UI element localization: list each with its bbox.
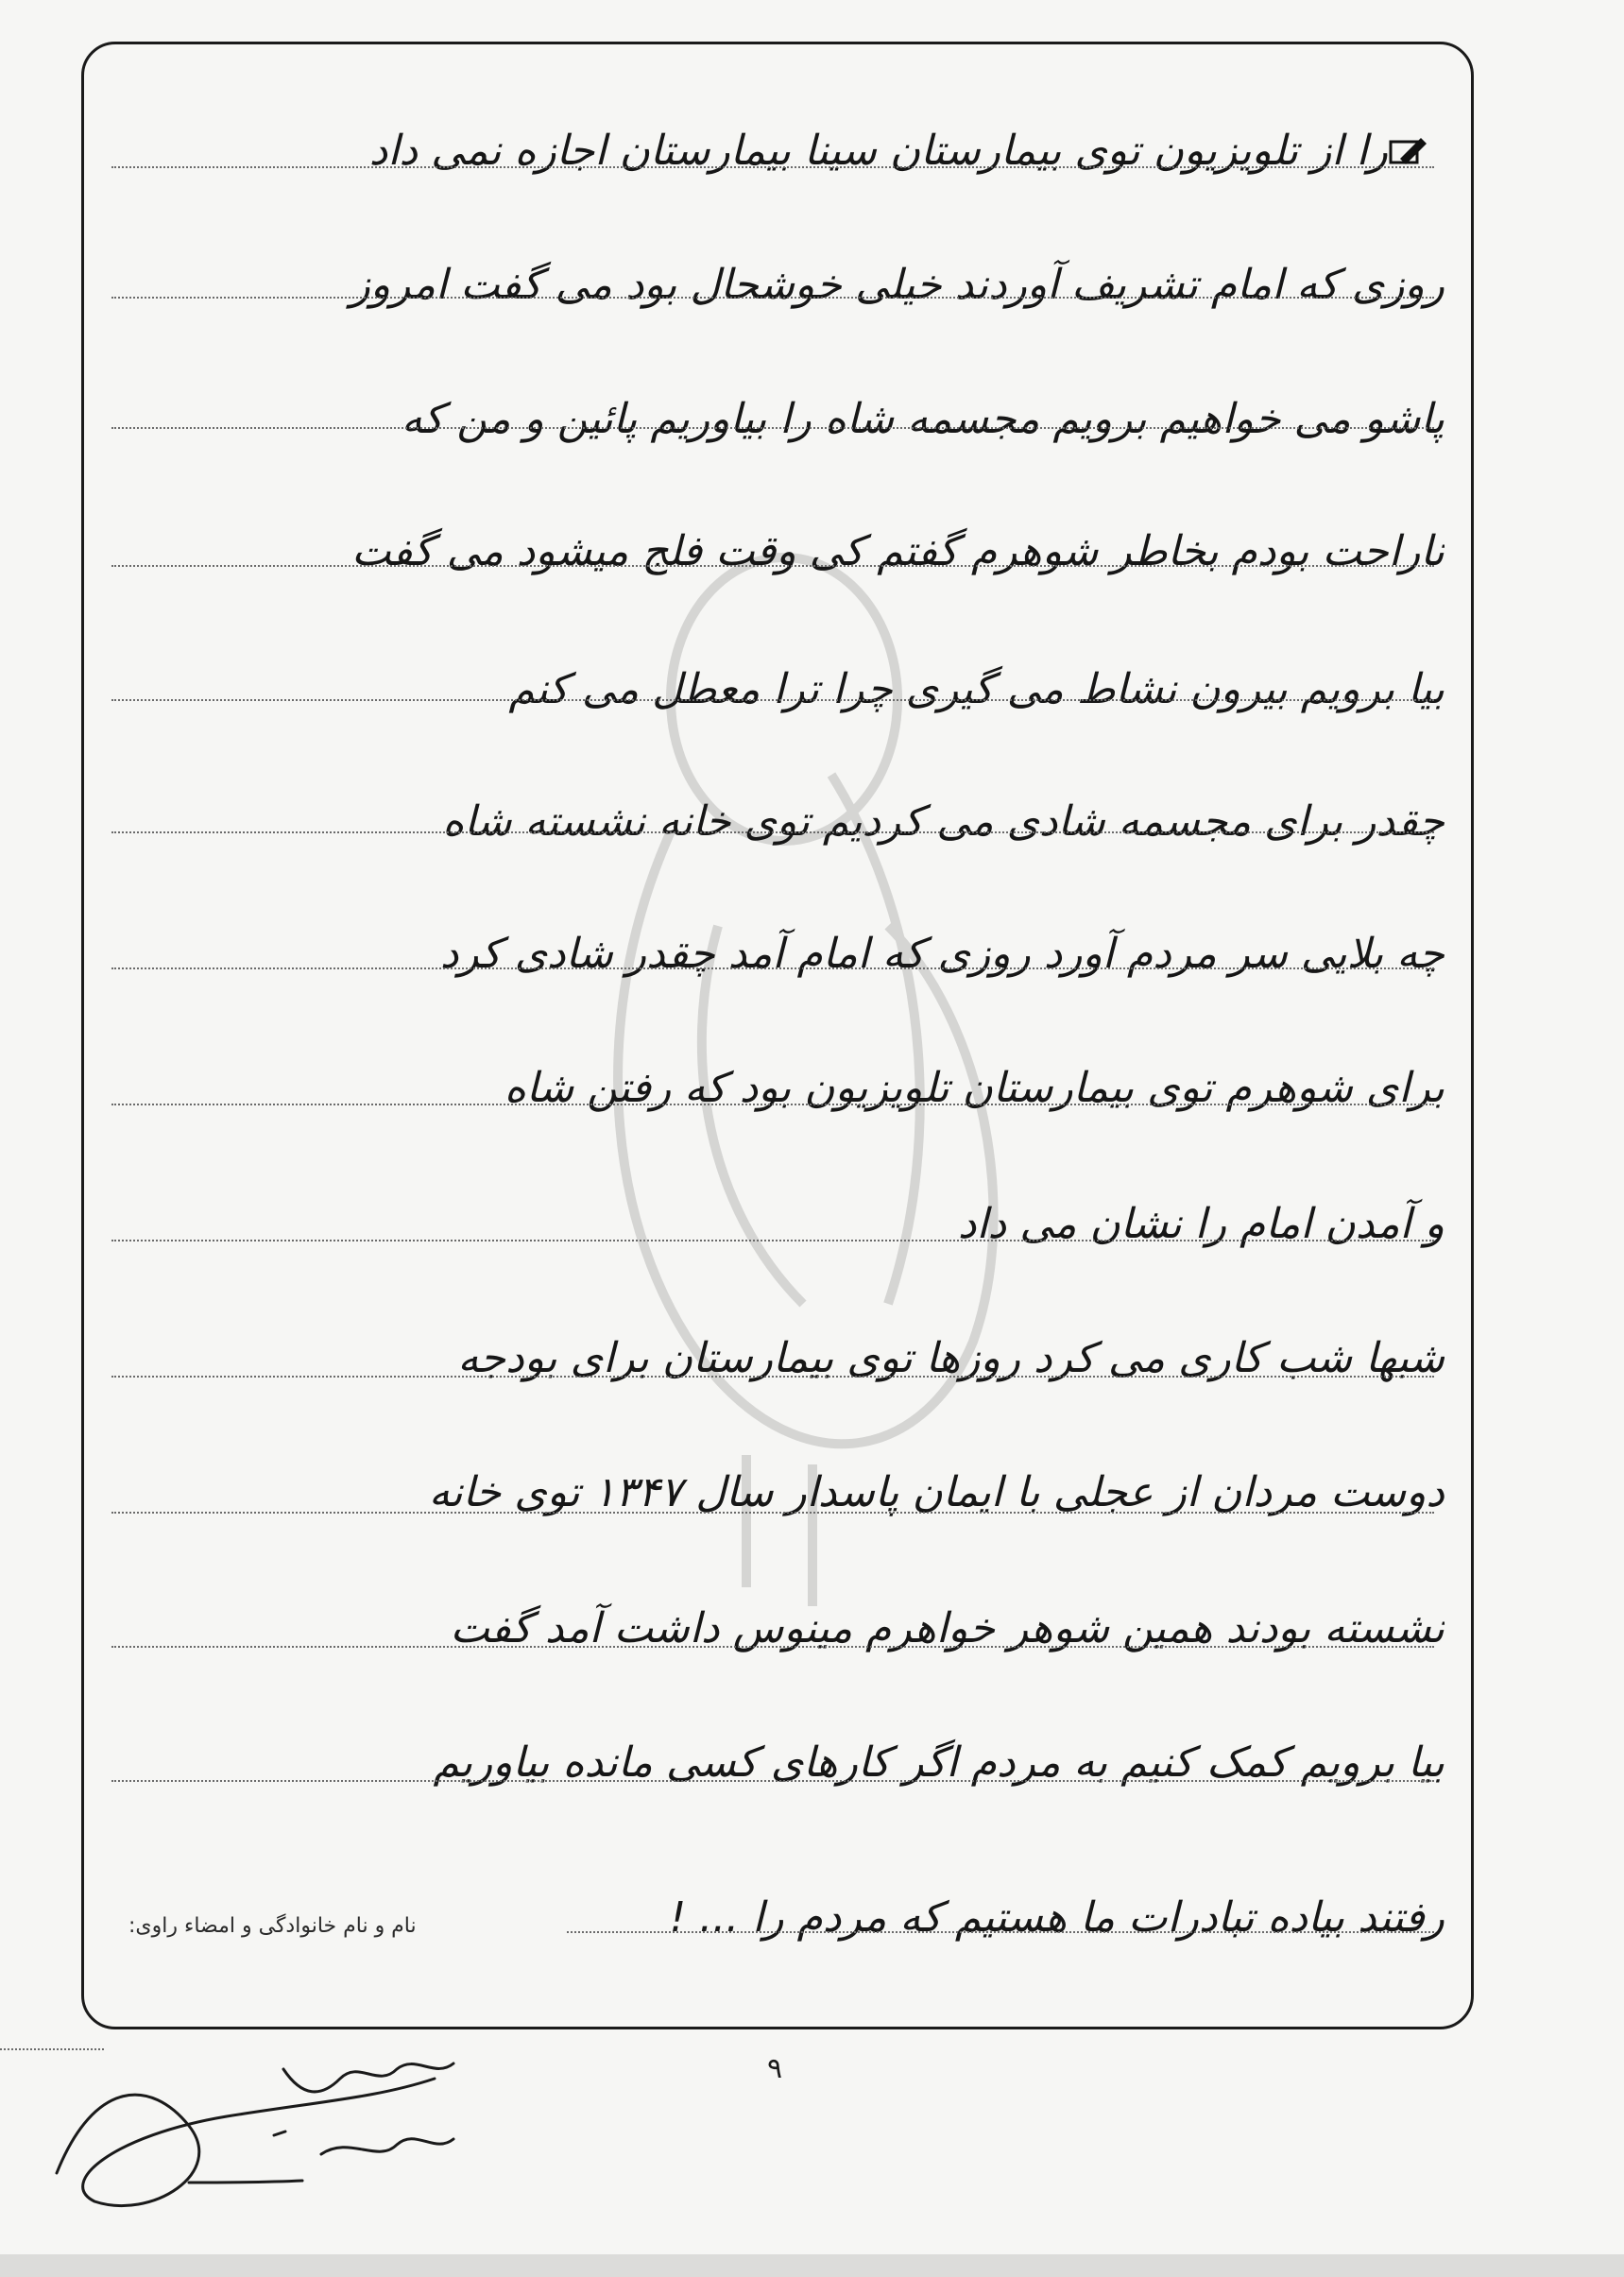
handwritten-line: بیا برویم کمک کنیم به مردم اگر کارهای کسی مانده بیاوریم xyxy=(433,1738,1445,1787)
handwritten-line: دوست مردان از عجلی با ایمان پاسدار سال ۱۳۴۷ توی خانه xyxy=(428,1468,1445,1516)
handwritten-line: روزی که امام تشریف آوردند خیلی خوشحال بود می گفت امروز xyxy=(350,261,1445,309)
handwritten-line: بیا برویم بیرون نشاط می گیری چرا ترا معطل می کنم xyxy=(508,665,1445,713)
dotted-rule xyxy=(111,1240,1434,1241)
handwritten-signature xyxy=(38,2041,472,2230)
handwritten-line: رفتند بیاده تبادرات ما هستیم که مردم را ... ! xyxy=(669,1893,1445,1942)
page-number: ۹ xyxy=(767,2052,783,2085)
handwritten-line: را از تلویزیون توی بیمارستان سینا بیمارستان اجازه نمی داد xyxy=(368,127,1388,175)
dotted-rule xyxy=(111,1780,1434,1782)
narrator-signature-label: نام و نام خانوادگی و امضاء راوی: xyxy=(128,1914,417,1938)
dotted-rule xyxy=(111,297,1434,299)
handwritten-line: چقدر برای مجسمه شادی می کردیم توی خانه نشسته شاه xyxy=(442,797,1445,846)
dotted-rule xyxy=(111,1104,1434,1105)
handwritten-line: ناراحت بودم بخاطر شوهرم گفتم کی وقت فلج میشود می گفت xyxy=(351,527,1445,575)
handwritten-line: و آمدن امام را نشان می داد xyxy=(957,1200,1445,1248)
dotted-rule xyxy=(111,1646,1434,1648)
dotted-rule xyxy=(111,166,1434,168)
handwritten-line: چه بلایی سر مردم آورد روزی که امام آمد چقدر شادی کرد xyxy=(439,930,1445,978)
handwritten-line: برای شوهرم توی بیمارستان تلویزیون بود که رفتن شاه xyxy=(504,1064,1445,1112)
dotted-rule xyxy=(111,1376,1434,1378)
dotted-rule xyxy=(111,699,1434,701)
dotted-rule xyxy=(111,831,1434,833)
dotted-rule xyxy=(111,427,1434,429)
scan-edge xyxy=(0,2254,1624,2277)
handwritten-line: شبها شب کاری می کرد روزها توی بیمارستان برای بودجه xyxy=(457,1334,1445,1382)
dotted-rule xyxy=(111,967,1434,969)
dotted-rule xyxy=(111,565,1434,567)
handwritten-line: نشسته بودند همین شوهر خواهرم مینوس داشت آمد گفت xyxy=(450,1604,1445,1652)
handwritten-line: پاشو می خواهیم برویم مجسمه شاه را بیاوریم پائین و من که xyxy=(401,395,1445,443)
dotted-rule xyxy=(567,1931,1434,1933)
dotted-rule xyxy=(111,1512,1434,1514)
